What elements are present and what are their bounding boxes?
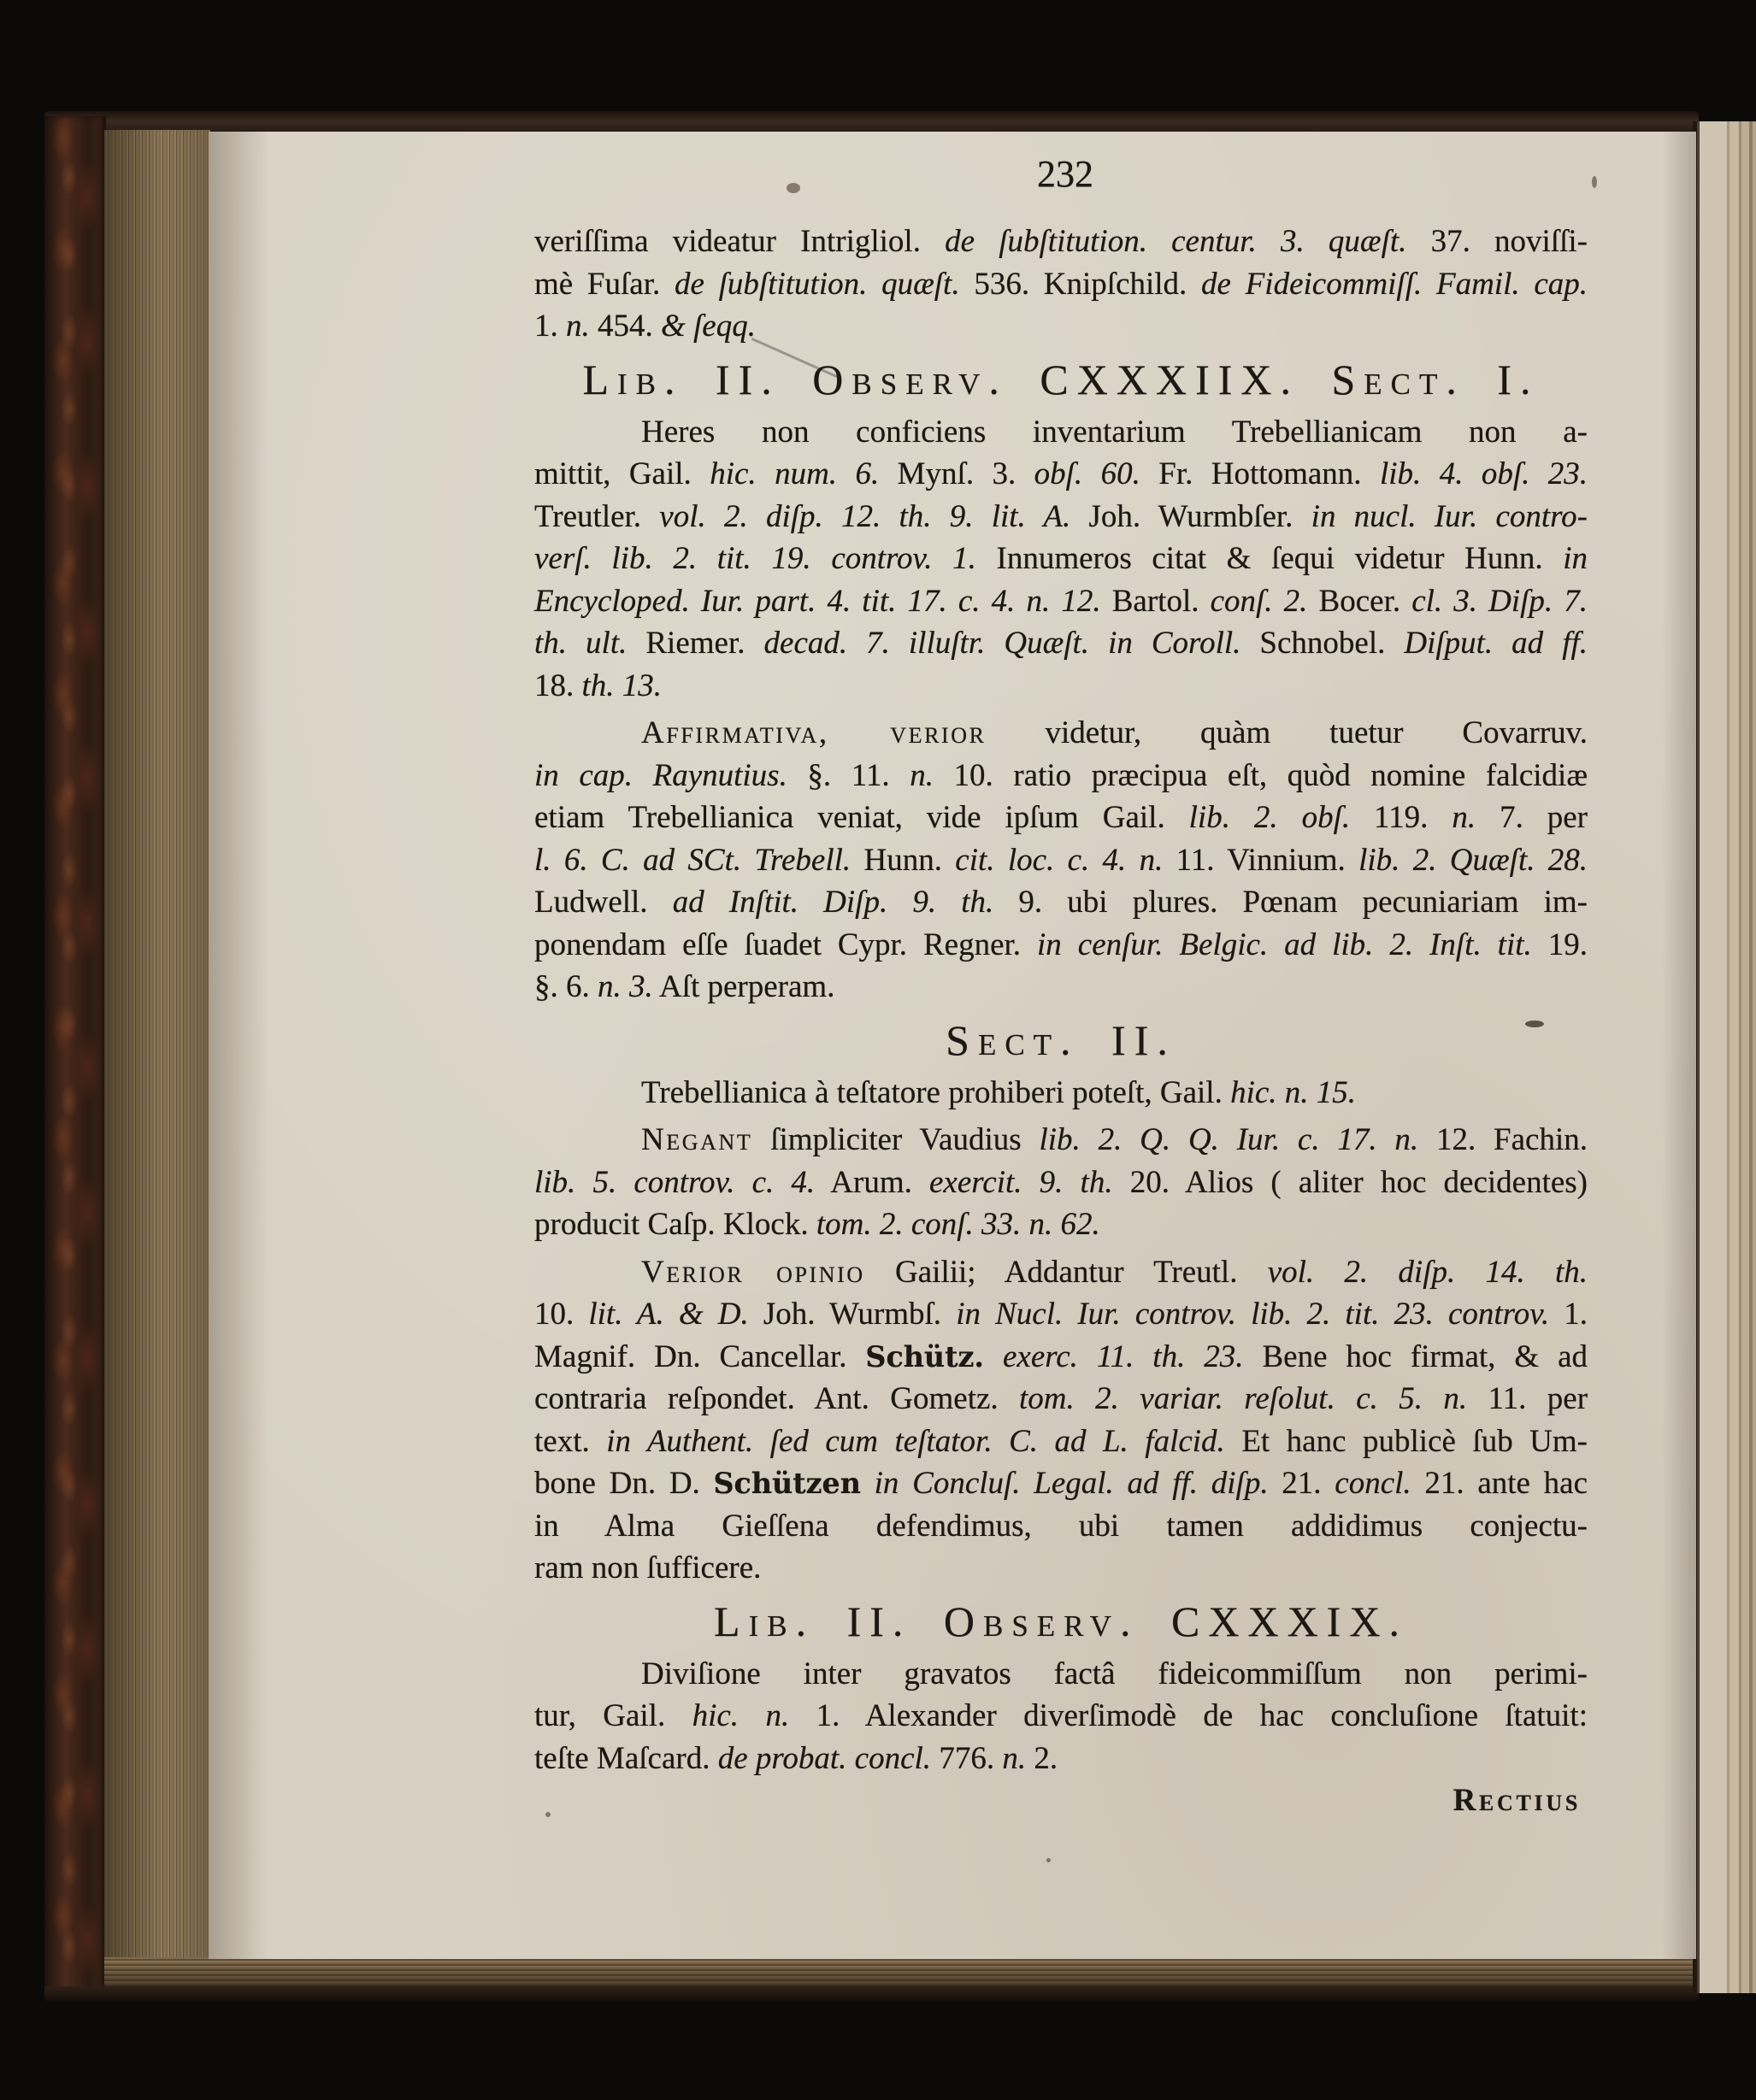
italic-text: in cap. Raynutius. [534, 757, 787, 793]
roman-text: Mynſ. 3. [897, 456, 1016, 491]
roman-text: ſimpliciter Vaudius [770, 1122, 1022, 1157]
roman-text: Bene hoc firmat, & ad [1262, 1338, 1588, 1374]
text-line [534, 1421, 1588, 1463]
roman-text: Fr. Hottomann. [1158, 456, 1362, 491]
italic-text: de ſubſtitution. centur. 3. quæſt. [945, 224, 1407, 259]
italic-text: in nucl. Iur. contro- [1311, 498, 1588, 534]
text-line-content [534, 1162, 1588, 1204]
roman-text: tur, Gail. [534, 1698, 666, 1733]
text-line-content [534, 1378, 1588, 1421]
text-line-content [641, 1251, 1588, 1294]
text-line [534, 1547, 1588, 1590]
roman-text: 536. Knipſchild. [974, 266, 1187, 302]
blackletter-text: Schützen [713, 1467, 861, 1500]
roman-text: 9. ubi plures. Pœnam pecuniariam im- [1018, 885, 1588, 920]
text-line-content [641, 712, 1588, 755]
text-line-content [534, 453, 1588, 496]
italic-text: tom. 2. variar. reſolut. c. 5. n. [1019, 1381, 1468, 1416]
paragraph [534, 1251, 1588, 1590]
roman-text: Trebellianica à teſtatore prohiberi poteſt, Gail. [641, 1074, 1223, 1110]
italic-text: n. 3. [598, 969, 653, 1004]
roman-text: 1. [1564, 1297, 1588, 1332]
roman-text: ram non ſufficere. [534, 1550, 762, 1585]
italic-text: in [1563, 541, 1588, 576]
italic-text: hic. n. 15. [1230, 1074, 1357, 1110]
italic-text: th. 13. [581, 668, 663, 703]
roman-text: 119. [1374, 800, 1429, 835]
roman-text: Schnobel. [1259, 626, 1386, 661]
text-line-content [534, 1505, 1588, 1548]
italic-text: lib. 5. controv. c. 4. [534, 1164, 816, 1200]
text-line-content [534, 755, 1588, 797]
text-line [534, 1695, 1588, 1738]
ink-speck [1046, 1858, 1051, 1862]
roman-text: Bartol. [1111, 583, 1199, 619]
text-line-content [641, 1653, 1588, 1696]
text-line [534, 1162, 1588, 1204]
small-caps-text: Affirmativa, verior [641, 715, 987, 750]
italic-text: decad. 7. illuſtr. Quæſt. in Coroll. [763, 626, 1241, 661]
roman-text: Riemer. [645, 626, 745, 661]
text-line-content [641, 1072, 1356, 1115]
text-line [534, 1072, 1588, 1115]
text-line-content [534, 1547, 761, 1590]
text-line-content [534, 1336, 1588, 1379]
roman-text: 21. ante hac [1424, 1466, 1588, 1501]
italic-text: th. ult. [534, 626, 628, 661]
roman-text: 11. Vinnium. [1176, 842, 1346, 878]
italic-text: in Authent. ſed cum teſtator. C. ad L. falcid. [606, 1423, 1225, 1459]
italic-text: conſ. 2. [1210, 583, 1308, 619]
roman-text: text. [534, 1423, 590, 1459]
paragraph [534, 1072, 1588, 1115]
roman-text: veriſſima videatur Intrigliol. [534, 224, 921, 259]
text-line-content [534, 1293, 1588, 1336]
roman-text: 10. ratio præcipua eſt, quòd nomine falcidiæ [953, 757, 1588, 793]
text-line [534, 263, 1588, 306]
roman-text: 7. per [1500, 800, 1588, 835]
small-caps-text: Verior opinio [641, 1254, 865, 1290]
roman-text: contraria reſpondet. Ant. Gometz. [534, 1381, 999, 1416]
ink-speck [787, 183, 800, 193]
section-heading [534, 1590, 1588, 1653]
roman-text: Diviſione inter gravatos factâ fideicommiſſum non perimi- [641, 1656, 1588, 1691]
roman-text: Joh. Wurmbſer. [1088, 498, 1293, 534]
page-stack-bottom-edge [104, 1957, 1696, 1988]
text-line [534, 1462, 1588, 1505]
section-heading-text: Lib. II. Observ. CXXXIX. [714, 1597, 1408, 1645]
italic-text: de Fideicommiſſ. Famil. cap. [1201, 266, 1588, 302]
text-line [534, 1251, 1588, 1294]
italic-text: l. 6. C. ad SCt. Trebell. [534, 842, 851, 878]
text-line-content [641, 1119, 1588, 1162]
text-line [534, 622, 1588, 665]
italic-text: n. [1002, 1740, 1027, 1776]
text-line-content [534, 1421, 1588, 1463]
roman-text: Treutler. [534, 498, 642, 534]
italic-text: & ſeqq. [661, 309, 756, 344]
book-cover-marbled-edge [44, 116, 106, 1997]
italic-text: cit. loc. c. 4. n. [955, 842, 1164, 878]
italic-text: tom. 2. conſ. 33. n. 62. [816, 1207, 1100, 1242]
italic-text: exercit. 9. th. [929, 1164, 1113, 1200]
continued-paragraph [534, 221, 1588, 348]
roman-text: 776. [939, 1740, 995, 1776]
italic-text: in Concluſ. Legal. ad ff. diſp. [874, 1466, 1269, 1501]
roman-text: 21. [1282, 1466, 1322, 1501]
roman-text: Innumeros citat & ſequi videtur Hunn. [996, 541, 1543, 576]
italic-text: Diſput. ad ff. [1404, 626, 1588, 661]
text-blocks [534, 221, 1588, 1779]
italic-text: exerc. 11. th. 23. [1002, 1338, 1244, 1374]
italic-text: n. [910, 757, 934, 793]
italic-text: concl. [1335, 1466, 1411, 1501]
roman-text: ponendam eſſe ſuadet Cypr. Regner. [534, 926, 1022, 962]
blackletter-text: Schütz. [865, 1339, 985, 1374]
text-line [534, 924, 1588, 967]
italic-text: de probat. concl. [717, 1740, 932, 1776]
text-line-content [534, 1203, 1100, 1246]
text-line [534, 712, 1588, 755]
text-line-content [534, 665, 662, 708]
section-heading-text: Sect. II. [946, 1015, 1176, 1064]
text-line [534, 411, 1588, 454]
text-line-content [534, 1462, 1588, 1505]
italic-text: cl. 3. Diſp. 7. [1411, 583, 1588, 619]
italic-text: vol. 2. diſp. 14. th. [1267, 1254, 1588, 1290]
italic-text: lib. 2. Quæſt. 28. [1358, 842, 1588, 878]
text-line-content [534, 1695, 1588, 1738]
text-line [534, 1505, 1588, 1548]
roman-text: Arum. [830, 1164, 912, 1200]
text-line [534, 1203, 1588, 1246]
text-line [534, 1378, 1588, 1421]
italic-text: hic. num. 6. [710, 456, 880, 491]
text-line-content [534, 924, 1588, 967]
paragraph [534, 1653, 1588, 1780]
italic-text: lit. A. & D. [588, 1297, 749, 1332]
text-line [534, 1336, 1588, 1379]
roman-text: in Alma Gieſſena defendimus, ubi tamen addidimus conjectu- [534, 1508, 1588, 1544]
roman-text: videtur, quàm tuetur Covarruv. [1045, 715, 1588, 750]
italic-text: in cenſur. Belgic. ad lib. 2. Inſt. tit. [1037, 926, 1532, 962]
paragraph [534, 1119, 1588, 1246]
roman-text: Ludwell. [534, 885, 648, 920]
roman-text: 20. Alios ( aliter hoc decidentes) [1129, 1164, 1588, 1200]
italic-text: lib. 2. Q. Q. Iur. c. 17. n. [1039, 1122, 1419, 1157]
roman-text: producit Caſp. Klock. [534, 1207, 809, 1242]
roman-text: Bocer. [1318, 583, 1401, 619]
text-line [534, 797, 1588, 839]
text-line [534, 1119, 1588, 1162]
roman-text: etiam Trebellianica veniat, vide ipſum Gail. [534, 800, 1165, 835]
roman-text: Hunn. [863, 842, 942, 878]
text-line [534, 305, 1588, 348]
roman-text: §. 11. [807, 757, 890, 793]
roman-text: Aſt perperam. [658, 969, 835, 1004]
text-line-content [534, 538, 1588, 580]
text-line-content [641, 411, 1588, 454]
text-line [534, 1293, 1588, 1336]
roman-text: 18. [534, 668, 575, 703]
roman-text: 12. Fachin. [1436, 1122, 1588, 1157]
italic-text: de ſubſtitution. quæſt. [674, 266, 960, 302]
text-block [534, 221, 1588, 1822]
italic-text: n. [1452, 800, 1476, 835]
roman-text: 454. [598, 309, 653, 344]
italic-text: in Nucl. Iur. controv. lib. 2. tit. 23. controv. [956, 1297, 1550, 1332]
italic-text: lib. 4. obſ. 23. [1379, 456, 1588, 491]
italic-text: ad Inſtit. Diſp. 9. th. [672, 885, 994, 920]
roman-text: Gailii; Addantur Treutl. [895, 1254, 1238, 1290]
book-cover-bottom-edge [44, 1986, 1699, 2002]
text-line [534, 538, 1588, 580]
roman-text: mittit, Gail. [534, 456, 692, 491]
text-line-content [534, 221, 1588, 263]
ink-speck [1592, 176, 1597, 188]
small-caps-text: Negant [641, 1122, 753, 1157]
roman-text: 2. [1034, 1740, 1058, 1776]
text-line [534, 665, 1588, 708]
italic-text: verſ. lib. 2. tit. 19. controv. 1. [534, 541, 976, 576]
section-heading [534, 1009, 1588, 1072]
text-line-content [534, 839, 1588, 882]
text-line [534, 1653, 1588, 1696]
text-line [534, 221, 1588, 263]
page-stack-fore-edge [104, 130, 210, 1985]
text-line-content [534, 966, 834, 1009]
text-line-content [534, 1738, 1058, 1780]
book-cover-top-edge [44, 111, 1699, 133]
text-line [534, 839, 1588, 882]
italic-text: hic. n. [692, 1698, 790, 1733]
paragraph [534, 411, 1588, 708]
text-line [534, 1738, 1588, 1780]
roman-text: 19. [1547, 926, 1588, 962]
text-line [534, 755, 1588, 797]
italic-text: lib. 2. obſ. [1188, 800, 1351, 835]
section-heading [534, 348, 1588, 411]
roman-text: §. 6. [534, 969, 590, 1004]
roman-text: Joh. Wurmbſ. [763, 1297, 942, 1332]
roman-text: bone Dn. D. [534, 1466, 700, 1501]
roman-text: Magnif. Dn. Cancellar. [534, 1338, 847, 1374]
text-line [534, 881, 1588, 924]
text-line [534, 453, 1588, 496]
roman-text: 1. [534, 309, 558, 344]
text-line [534, 966, 1588, 1009]
text-line-content [534, 496, 1588, 538]
text-line-content [534, 305, 756, 348]
text-line-content [534, 622, 1588, 665]
italic-text: n. [566, 309, 590, 344]
page-number: 232 [1037, 153, 1093, 195]
text-line [534, 496, 1588, 538]
gutter-next-page [1693, 121, 1756, 1993]
roman-text: 1. Alexander diverſimodè de hac concluſione ſtatuit: [816, 1698, 1588, 1733]
text-line-content [534, 263, 1588, 306]
roman-text: mè Fuſar. [534, 266, 661, 302]
roman-text: teſte Maſcard. [534, 1740, 710, 1776]
italic-text: obſ. 60. [1034, 456, 1140, 491]
catchword-text: Rectius [1453, 1783, 1581, 1818]
italic-text: Encycloped. Iur. part. 4. tit. 17. c. 4. n. 12. [534, 583, 1101, 619]
text-line-content [534, 797, 1588, 839]
text-line [534, 580, 1588, 623]
text-line-content [534, 580, 1588, 623]
text-line-content [534, 881, 1588, 924]
roman-text: 11. per [1488, 1381, 1588, 1416]
section-heading-text: Lib. II. Observ. CXXXIIX. Sect. I. [582, 355, 1540, 403]
roman-text: 10. [534, 1297, 575, 1332]
roman-text: Et hanc publicè ſub Um- [1241, 1423, 1588, 1459]
catchword [534, 1779, 1588, 1822]
roman-text: Heres non conficiens inventarium Trebellianicam non a- [641, 414, 1588, 450]
paragraph [534, 712, 1588, 1009]
italic-text: vol. 2. diſp. 12. th. 9. lit. A. [659, 498, 1071, 534]
roman-text: 37. noviſſi- [1430, 224, 1588, 259]
